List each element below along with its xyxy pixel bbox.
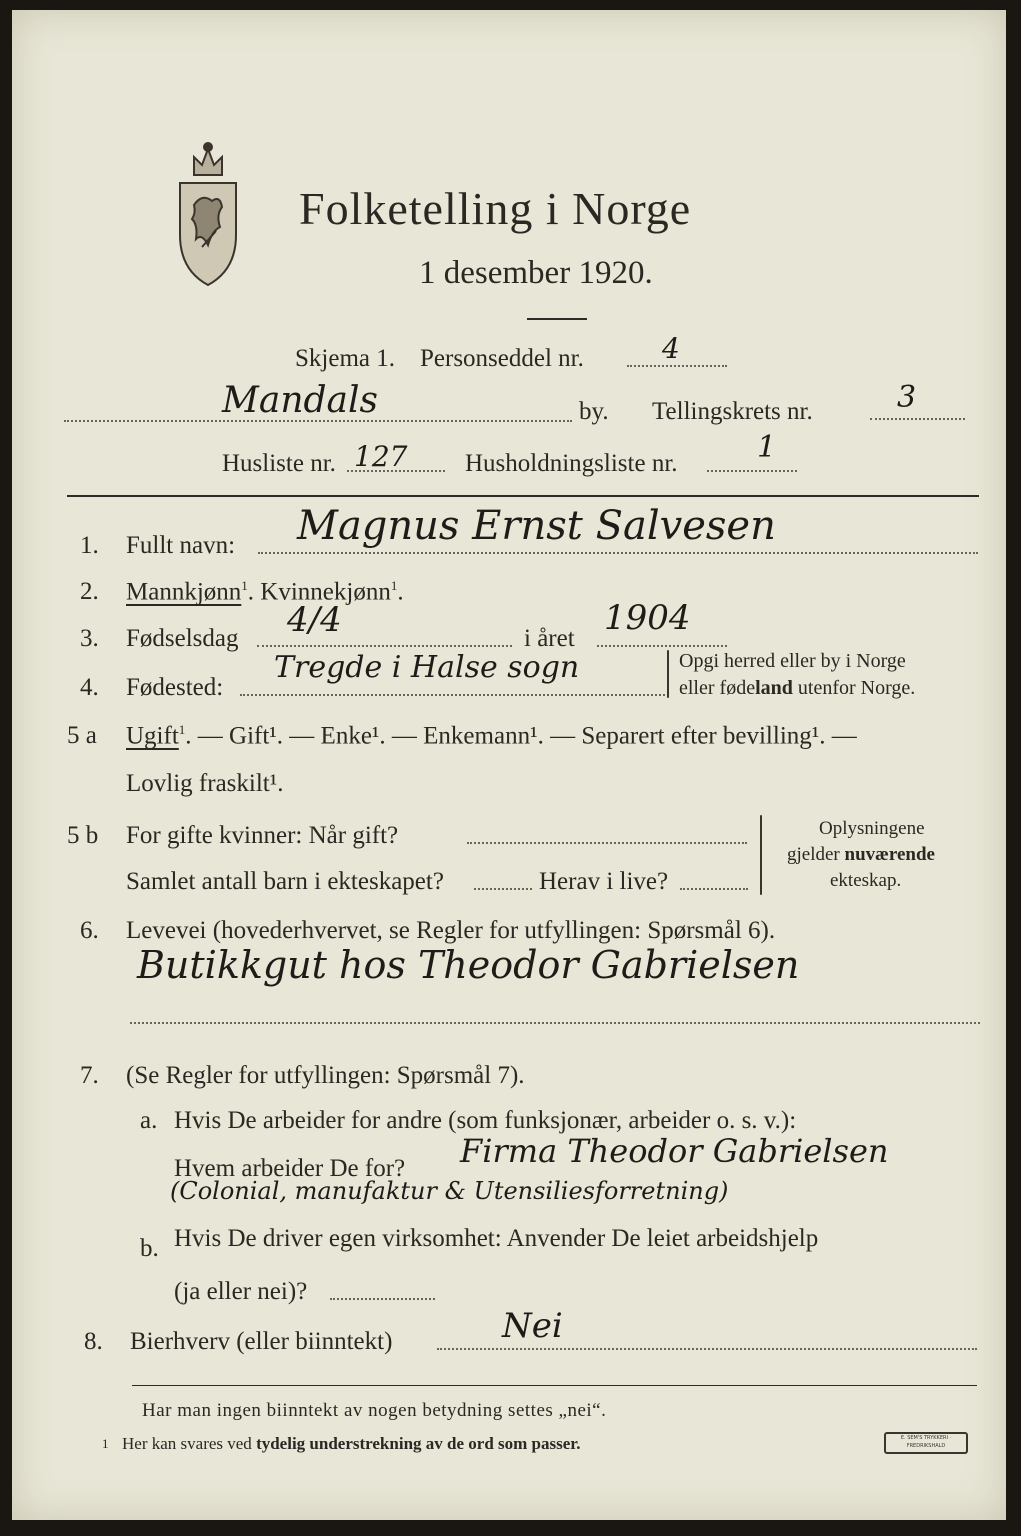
census-form-sheet [12, 10, 1006, 1520]
q3-number: 3. [80, 625, 99, 652]
employer-value[interactable]: Firma Theodor Gabrielsen [460, 1132, 889, 1170]
personseddel-label: Personseddel nr. [420, 345, 584, 372]
tellingskrets-label: Tellingskrets nr. [652, 398, 813, 425]
q4-label: Fødested: [126, 674, 224, 701]
q5a-options: Ugift$^1$. — Gift¹. — Enke¹. — Enkemann¹. — Separert efter bevilling¹. — [126, 722, 857, 750]
header-rule [67, 495, 979, 497]
q7b-line1: Hvis De driver egen virksomhet: Anvender De leiet arbeidshjelp [174, 1225, 819, 1252]
q8-label: Bierhverv (eller biinntekt) [130, 1328, 393, 1355]
q7b-line2: (ja eller nei)? [174, 1278, 308, 1305]
husliste-label: Husliste nr. [222, 450, 336, 477]
husholdningsliste-label: Husholdningsliste nr. [465, 450, 678, 477]
printer-stamp: E. SEM'S TRYKKERI · FREDRIKSHALD [884, 1432, 968, 1454]
q4-note-line1: Opgi herred eller by i Norge [679, 650, 906, 672]
q5b-line1: For gifte kvinner: Når gift? [126, 822, 399, 849]
skjema-label: Skjema 1. [295, 345, 395, 372]
marital-ugift-option[interactable]: Ugift [126, 722, 179, 750]
q7b-letter: b. [140, 1235, 159, 1262]
gender-male-option[interactable]: Mannkjønn [126, 578, 242, 606]
q4-note-line2: eller fødeland utenfor Norge. [679, 677, 916, 699]
q5b-note1: Oplysningene [819, 818, 925, 839]
side-income-value[interactable]: Nei [502, 1306, 563, 1346]
birth-year-value[interactable]: 1904 [604, 598, 691, 638]
q5b-note2: gjelder nuværende [787, 844, 935, 865]
personseddel-value[interactable]: 4 [662, 332, 680, 365]
by-label: by. [579, 398, 609, 425]
footnote-text: Her kan svares ved tydelig understrekning av de ord som passer. [122, 1434, 581, 1453]
q5b-line2b: Herav i live? [539, 868, 669, 895]
q7a-line1: Hvis De arbeider for andre (som funksjonær, arbeider o. s. v.): [174, 1107, 797, 1134]
q5b-line2a: Samlet antall barn i ekteskapet? [126, 868, 444, 895]
tellingskrets-value[interactable]: 3 [897, 380, 917, 415]
husholdningsliste-value[interactable]: 1 [757, 430, 777, 465]
birthday-value[interactable]: 4/4 [287, 600, 342, 640]
q4-number: 4. [80, 674, 99, 701]
footer-note: Har man ingen biinntekt av nogen betydning settes „nei“. [142, 1400, 607, 1421]
q3-label: Fødselsdag [126, 625, 239, 652]
q7a-line2: Hvem arbeider De for? [174, 1155, 406, 1182]
employer-business-value[interactable]: (Colonial, manufaktur & Utensiliesforretning) [170, 1177, 729, 1205]
norway-coat-of-arms-icon [172, 135, 244, 290]
birthplace-value[interactable]: Tregde i Halse sogn [274, 650, 580, 685]
q6-number: 6. [80, 917, 99, 944]
marital-other-options[interactable]: — Gift¹. — Enke¹. — Enkemann¹. — Separert efter bevilling¹. — [197, 722, 857, 750]
title-divider [527, 318, 587, 320]
q2-number: 2. [80, 578, 99, 605]
q6-label: Levevei (hovederhvervet, se Regler for utfyllingen: Spørsmål 6). [126, 917, 776, 944]
q7a-letter: a. [140, 1107, 158, 1134]
q7-number: 7. [80, 1062, 99, 1089]
q7-label: (Se Regler for utfyllingen: Spørsmål 7). [126, 1062, 525, 1089]
footnote-number: 1 [102, 1436, 109, 1451]
occupation-value[interactable]: Butikkgut hos Theodor Gabrielsen [137, 943, 800, 987]
q5b-number: 5 b [67, 822, 99, 849]
form-title: Folketelling i Norge [299, 183, 692, 234]
footer-rule [132, 1385, 977, 1386]
q3-year-label: i året [524, 625, 575, 652]
q5a-line2[interactable]: Lovlig fraskilt¹. [126, 770, 284, 797]
husliste-value[interactable]: 127 [354, 440, 408, 473]
gender-female-option[interactable]: Kvinnekjønn [260, 578, 391, 606]
town-value[interactable]: Mandals [222, 380, 379, 421]
q2-gender-options: Mannkjønn$^1$. Kvinnekjønn$^1$. [126, 578, 404, 606]
q5b-note3: ekteskap. [830, 870, 902, 891]
full-name-value[interactable]: Magnus Ernst Salvesen [297, 503, 776, 549]
form-date: 1 desember 1920. [419, 255, 653, 291]
q1-label: Fullt navn: [126, 532, 236, 559]
q8-number: 8. [84, 1328, 103, 1355]
q5a-number: 5 a [67, 722, 97, 749]
q1-number: 1. [80, 532, 99, 559]
